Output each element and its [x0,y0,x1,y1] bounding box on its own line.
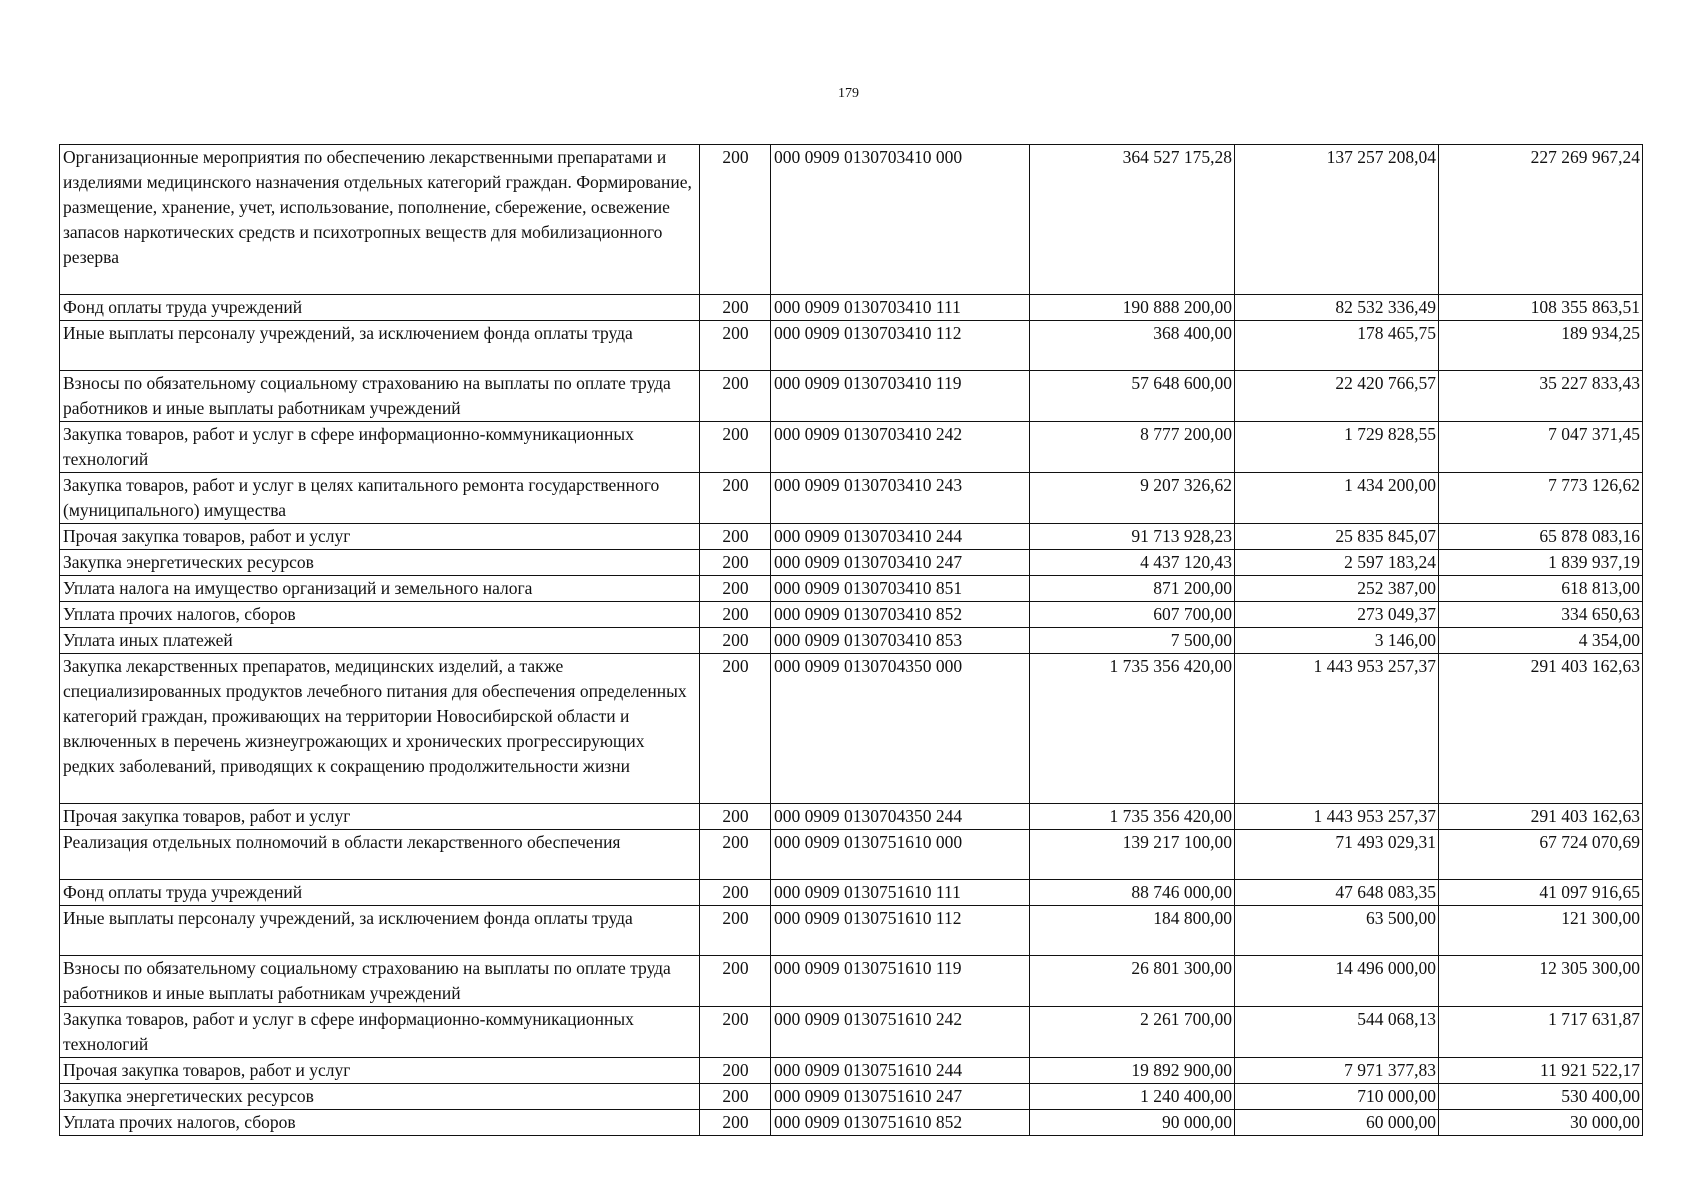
executed-amount: 178 465,75 [1235,321,1439,371]
table-row [60,473,1643,524]
item-name: Взносы по обязательному социальному страхованию на выплаты по оплате труда работников и иные выплаты работникам учреждений [60,956,700,1007]
item-name: Иные выплаты персоналу учреждений, за исключением фонда оплаты труда [60,321,700,371]
row-code: 200 [700,602,771,628]
item-name: Уплата прочих налогов, сборов [60,602,700,628]
approved-amount: 4 437 120,43 [1030,550,1235,576]
row-code: 200 [700,473,771,524]
approved-amount: 2 261 700,00 [1030,1007,1235,1058]
budget-classification-code: 000 0909 0130703410 000 [771,145,1030,295]
remaining-amount: 65 878 083,16 [1439,524,1643,550]
budget-classification-code: 000 0909 0130751610 244 [771,1058,1030,1084]
table-row [60,1007,1643,1058]
approved-amount: 368 400,00 [1030,321,1235,371]
remaining-amount: 30 000,00 [1439,1110,1643,1136]
executed-amount: 60 000,00 [1235,1110,1439,1136]
budget-classification-code: 000 0909 0130703410 851 [771,576,1030,602]
budget-classification-code: 000 0909 0130703410 852 [771,602,1030,628]
table-row [60,550,1643,576]
remaining-amount: 67 724 070,69 [1439,830,1643,880]
executed-amount: 82 532 336,49 [1235,295,1439,321]
row-code: 200 [700,321,771,371]
executed-amount: 1 729 828,55 [1235,422,1439,473]
budget-classification-code: 000 0909 0130703410 853 [771,628,1030,654]
remaining-amount: 227 269 967,24 [1439,145,1643,295]
item-name: Взносы по обязательному социальному страхованию на выплаты по оплате труда работников и иные выплаты работникам учреждений [60,371,700,422]
row-code: 200 [700,628,771,654]
item-name: Закупка товаров, работ и услуг в сфере информационно-коммуникационных технологий [60,1007,700,1058]
executed-amount: 137 257 208,04 [1235,145,1439,295]
row-code: 200 [700,550,771,576]
row-code: 200 [700,422,771,473]
item-name: Прочая закупка товаров, работ и услуг [60,1058,700,1084]
approved-amount: 9 207 326,62 [1030,473,1235,524]
row-code: 200 [700,956,771,1007]
row-code: 200 [700,804,771,830]
item-name: Прочая закупка товаров, работ и услуг [60,524,700,550]
remaining-amount: 7 773 126,62 [1439,473,1643,524]
table-row [60,602,1643,628]
table-row [60,422,1643,473]
approved-amount: 88 746 000,00 [1030,880,1235,906]
table-row [60,956,1643,1007]
approved-amount: 90 000,00 [1030,1110,1235,1136]
budget-classification-code: 000 0909 0130703410 112 [771,321,1030,371]
table-row [60,145,1643,295]
budget-classification-code: 000 0909 0130703410 111 [771,295,1030,321]
budget-classification-code: 000 0909 0130703410 119 [771,371,1030,422]
budget-classification-code: 000 0909 0130751610 000 [771,830,1030,880]
table-row [60,295,1643,321]
budget-classification-code: 000 0909 0130704350 000 [771,654,1030,804]
approved-amount: 57 648 600,00 [1030,371,1235,422]
executed-amount: 2 597 183,24 [1235,550,1439,576]
table-row [60,371,1643,422]
executed-amount: 25 835 845,07 [1235,524,1439,550]
table-row [60,628,1643,654]
executed-amount: 22 420 766,57 [1235,371,1439,422]
item-name: Организационные мероприятия по обеспечению лекарственными препаратами и изделиями медицинского назначения отдельных категорий граждан. Формирование, размещение, хранение, учет, использование, пополнение, сбережение, освежение запасов наркотических средств и психотропных веществ для мобилизационного резерва [60,145,700,295]
approved-amount: 8 777 200,00 [1030,422,1235,473]
executed-amount: 252 387,00 [1235,576,1439,602]
remaining-amount: 189 934,25 [1439,321,1643,371]
remaining-amount: 291 403 162,63 [1439,654,1643,804]
row-code: 200 [700,1058,771,1084]
remaining-amount: 121 300,00 [1439,906,1643,956]
executed-amount: 544 068,13 [1235,1007,1439,1058]
row-code: 200 [700,524,771,550]
table-row [60,1110,1643,1136]
budget-classification-code: 000 0909 0130703410 243 [771,473,1030,524]
remaining-amount: 12 305 300,00 [1439,956,1643,1007]
remaining-amount: 11 921 522,17 [1439,1058,1643,1084]
row-code: 200 [700,1110,771,1136]
page-number: 179 [838,86,859,101]
remaining-amount: 35 227 833,43 [1439,371,1643,422]
row-code: 200 [700,1084,771,1110]
approved-amount: 1 735 356 420,00 [1030,654,1235,804]
remaining-amount: 108 355 863,51 [1439,295,1643,321]
table-row [60,1058,1643,1084]
executed-amount: 3 146,00 [1235,628,1439,654]
item-name: Фонд оплаты труда учреждений [60,295,700,321]
executed-amount: 7 971 377,83 [1235,1058,1439,1084]
row-code: 200 [700,654,771,804]
table-row [60,830,1643,880]
row-code: 200 [700,1007,771,1058]
remaining-amount: 4 354,00 [1439,628,1643,654]
approved-amount: 184 800,00 [1030,906,1235,956]
approved-amount: 1 735 356 420,00 [1030,804,1235,830]
table-row [60,804,1643,830]
budget-classification-code: 000 0909 0130704350 244 [771,804,1030,830]
item-name: Реализация отдельных полномочий в области лекарственного обеспечения [60,830,700,880]
item-name: Уплата налога на имущество организаций и земельного налога [60,576,700,602]
budget-table-body [60,145,1643,1136]
remaining-amount: 7 047 371,45 [1439,422,1643,473]
table-row [60,321,1643,371]
item-name: Прочая закупка товаров, работ и услуг [60,804,700,830]
table-row [60,906,1643,956]
budget-classification-code: 000 0909 0130703410 244 [771,524,1030,550]
remaining-amount: 291 403 162,63 [1439,804,1643,830]
row-code: 200 [700,371,771,422]
table-row [60,880,1643,906]
row-code: 200 [700,830,771,880]
table-row [60,654,1643,804]
executed-amount: 1 434 200,00 [1235,473,1439,524]
item-name: Фонд оплаты труда учреждений [60,880,700,906]
remaining-amount: 41 097 916,65 [1439,880,1643,906]
table-row [60,524,1643,550]
executed-amount: 273 049,37 [1235,602,1439,628]
item-name: Уплата прочих налогов, сборов [60,1110,700,1136]
item-name: Закупка товаров, работ и услуг в сфере информационно-коммуникационных технологий [60,422,700,473]
approved-amount: 871 200,00 [1030,576,1235,602]
row-code: 200 [700,576,771,602]
budget-table [59,144,1643,1136]
row-code: 200 [700,295,771,321]
item-name: Закупка энергетических ресурсов [60,1084,700,1110]
executed-amount: 63 500,00 [1235,906,1439,956]
budget-classification-code: 000 0909 0130751610 119 [771,956,1030,1007]
row-code: 200 [700,906,771,956]
approved-amount: 19 892 900,00 [1030,1058,1235,1084]
approved-amount: 364 527 175,28 [1030,145,1235,295]
approved-amount: 139 217 100,00 [1030,830,1235,880]
executed-amount: 710 000,00 [1235,1084,1439,1110]
table-row [60,576,1643,602]
row-code: 200 [700,145,771,295]
budget-classification-code: 000 0909 0130751610 112 [771,906,1030,956]
table-row [60,1084,1643,1110]
approved-amount: 26 801 300,00 [1030,956,1235,1007]
budget-classification-code: 000 0909 0130751610 247 [771,1084,1030,1110]
approved-amount: 1 240 400,00 [1030,1084,1235,1110]
remaining-amount: 530 400,00 [1439,1084,1643,1110]
budget-classification-code: 000 0909 0130751610 852 [771,1110,1030,1136]
executed-amount: 1 443 953 257,37 [1235,654,1439,804]
approved-amount: 91 713 928,23 [1030,524,1235,550]
executed-amount: 1 443 953 257,37 [1235,804,1439,830]
item-name: Иные выплаты персоналу учреждений, за исключением фонда оплаты труда [60,906,700,956]
budget-classification-code: 000 0909 0130703410 242 [771,422,1030,473]
executed-amount: 71 493 029,31 [1235,830,1439,880]
budget-classification-code: 000 0909 0130703410 247 [771,550,1030,576]
approved-amount: 607 700,00 [1030,602,1235,628]
row-code: 200 [700,880,771,906]
remaining-amount: 334 650,63 [1439,602,1643,628]
item-name: Закупка энергетических ресурсов [60,550,700,576]
remaining-amount: 1 839 937,19 [1439,550,1643,576]
remaining-amount: 1 717 631,87 [1439,1007,1643,1058]
budget-classification-code: 000 0909 0130751610 111 [771,880,1030,906]
executed-amount: 47 648 083,35 [1235,880,1439,906]
item-name: Закупка товаров, работ и услуг в целях капитального ремонта государственного (муниципального) имущества [60,473,700,524]
remaining-amount: 618 813,00 [1439,576,1643,602]
approved-amount: 190 888 200,00 [1030,295,1235,321]
item-name: Уплата иных платежей [60,628,700,654]
budget-classification-code: 000 0909 0130751610 242 [771,1007,1030,1058]
approved-amount: 7 500,00 [1030,628,1235,654]
item-name: Закупка лекарственных препаратов, медицинских изделий, а также специализированных продуктов лечебного питания для обеспечения определенных категорий граждан, проживающих на территории Новосибирской области и включенных в перечень жизнеугрожающих и хронических прогрессирующих редких заболеваний, приводящих к сокращению продолжительности жизни [60,654,700,804]
executed-amount: 14 496 000,00 [1235,956,1439,1007]
